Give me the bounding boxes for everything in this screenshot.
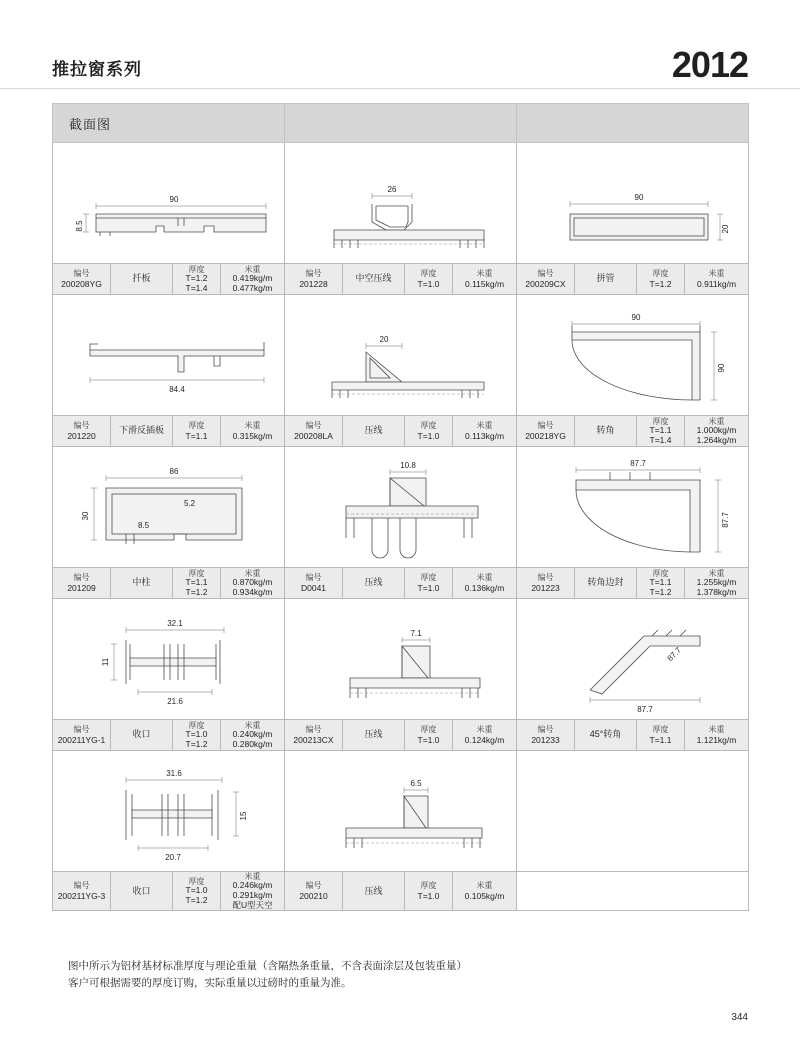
svg-text:87.7: 87.7 [629,459,646,468]
svg-text:8.5: 8.5 [137,521,149,530]
drawing-row-5 [53,751,749,872]
cell-weight-4-3: 米重 1.121kg/m [685,720,749,751]
cell-code-3-3: 编号 201223 [517,568,575,599]
cell-code-1-3: 编号 200209CX [517,264,575,295]
cell-name-3-3: 转角边封 [575,568,637,599]
spec-row-2 [53,416,749,447]
cell-name-4-3: 45°转角 [575,720,637,751]
cell-thickness-5-2: 厚度 T=1.0 [405,872,453,911]
profile-table [52,103,749,911]
drawing-cell-200211YG-1 [53,599,285,720]
drawing-cell-201223 [517,447,749,568]
cell-thickness-3-3: 厚度 T=1.1 T=1.2 [637,568,685,599]
cell-code-4-3: 编号 201233 [517,720,575,751]
weight-value: 0.419kg/m 0.477kg/m [232,272,273,293]
header-divider [0,88,800,89]
code-label: 编号 [73,268,90,278]
header-spacer-1 [285,104,517,143]
drawing-cell-201209 [53,447,285,568]
svg-text:15: 15 [238,811,248,821]
cell-name-1-2: 中空压线 [343,264,405,295]
drawing-cell-200210 [285,751,517,872]
cell-name-1-1: 扦板 [111,264,173,295]
page-title: 推拉窗系列 [52,60,142,79]
cell-name-4-1: 收口 [111,720,173,751]
svg-text:87.7: 87.7 [720,512,730,528]
cell-code-5-2: 编号 200210 [285,872,343,911]
cell-weight-5-1: 米重 0.246kg/m 0.291kg/m 配U型天空 [221,872,285,911]
svg-text:6.5: 6.5 [409,779,422,788]
section-label: 截面图 [53,104,285,143]
drawing-row-4 [53,599,749,720]
cell-code-2-3: 编号 200218YG [517,416,575,447]
drawing-row-1 [53,143,749,264]
cell-code-1-2: 编号 201228 [285,264,343,295]
drawing-cell-200209CX [517,143,749,264]
cell-thickness-4-1: 厚度 T=1.0 T=1.2 [173,720,221,751]
cell-name-3-2: 压线 [343,568,405,599]
cell-weight-1-2: 米重 0.115kg/m [453,264,517,295]
svg-text:86: 86 [169,467,178,476]
drawing-cell-200213CX [285,599,517,720]
svg-text:21.6: 21.6 [166,697,183,706]
cell-thickness-5-1: 厚度 T=1.0 T=1.2 [173,872,221,911]
cell-thickness-4-3: 厚度 T=1.1 [637,720,685,751]
svg-text:20.7: 20.7 [164,853,181,862]
page-year: 2012 [671,44,748,85]
cell-weight-2-3: 米重 1.000kg/m 1.264kg/m [685,416,749,447]
cell-name-2-1: 下滑反插板 [111,416,173,447]
svg-text:30: 30 [80,511,90,521]
code-value: 200208YG [61,278,102,289]
drawing-cell-empty [517,751,749,872]
page-number: 344 [731,1012,748,1023]
drawing-cell-201233 [517,599,749,720]
svg-text:5.2: 5.2 [183,499,195,508]
svg-text:87.7: 87.7 [636,705,653,714]
cell-name-2-3: 转角 [575,416,637,447]
table-header-row [53,104,749,143]
cell-thickness-3-1: 厚度 T=1.1 T=1.2 [173,568,221,599]
drawing-cell-201228 [285,143,517,264]
svg-text:31.6: 31.6 [165,769,182,778]
cell-weight-1-1: 米重 0.419kg/m 0.477kg/m [221,264,285,295]
header-spacer-2 [517,104,749,143]
svg-text:90: 90 [634,193,643,202]
svg-text:84.4: 84.4 [168,385,185,394]
spec-row-5 [53,872,749,911]
cell-name-2-2: 压线 [343,416,405,447]
cell-name-5-2: 压线 [343,872,405,911]
cell-code-2-2: 编号 200208LA [285,416,343,447]
drawing-row-2 [53,295,749,416]
cell-name-3-1: 中柱 [111,568,173,599]
cell-code-4-1: 编号 200211YG-1 [53,720,111,751]
cell-weight-4-1: 米重 0.240kg/m 0.280kg/m [221,720,285,751]
cell-code-3-1: 编号 201209 [53,568,111,599]
drawing-cell-200211YG-3 [53,751,285,872]
drawing-cell-200218YG [517,295,749,416]
cell-weight-3-1: 米重 0.870kg/m 0.934kg/m [221,568,285,599]
cell-thickness-1-1: 厚度 T=1.2 T=1.4 [173,264,221,295]
svg-text:11: 11 [100,657,110,667]
svg-text:20: 20 [379,335,388,344]
drawing-cell-D0041 [285,447,517,568]
cell-code-2-1: 编号 201220 [53,416,111,447]
page-header [0,0,800,88]
cell-thickness-4-2: 厚度 T=1.0 [405,720,453,751]
svg-text:90: 90 [716,363,726,373]
cell-code-5-1: 编号 200211YG-3 [53,872,111,911]
spec-row-4 [53,720,749,751]
svg-text:8.5: 8.5 [74,220,84,232]
cell-name-4-2: 压线 [343,720,405,751]
drawing-row-3 [53,447,749,568]
svg-text:26: 26 [387,185,396,194]
spec-row-1 [53,264,749,295]
cell-name-1-3: 拼管 [575,264,637,295]
cell-weight-5-2: 米重 0.105kg/m [453,872,517,911]
cell-empty-5-3 [517,872,749,911]
spec-row-3 [53,568,749,599]
footer-notes [68,958,708,993]
drawing-cell-201220 [53,295,285,416]
drawing-cell-200208YG [53,143,285,264]
thickness-value: T=1.2 T=1.4 [185,272,208,293]
svg-text:90: 90 [169,195,178,204]
svg-text:87.7: 87.7 [665,645,683,663]
drawing-cell-200208LA [285,295,517,416]
cell-thickness-2-3: 厚度 T=1.1 T=1.4 [637,416,685,447]
cell-code-1-1 [53,264,111,295]
cell-thickness-1-2: 厚度 T=1.0 [405,264,453,295]
cell-weight-2-2: 米重 0.113kg/m [453,416,517,447]
cell-weight-3-3: 米重 1.255kg/m 1.378kg/m [685,568,749,599]
note-line-1: 图中所示为铝材基材标准厚度与理论重量（含隔热条重量，不含表面涂层及包装重量） [68,960,467,972]
cell-thickness-2-2: 厚度 T=1.0 [405,416,453,447]
cell-weight-2-1: 米重 0.315kg/m [221,416,285,447]
svg-text:90: 90 [631,313,640,322]
cell-thickness-1-3: 厚度 T=1.2 [637,264,685,295]
cell-code-4-2: 编号 200213CX [285,720,343,751]
svg-text:32.1: 32.1 [166,619,183,628]
cell-weight-1-3: 米重 0.911kg/m [685,264,749,295]
cell-code-3-2: 编号 D0041 [285,568,343,599]
cell-weight-3-2: 米重 0.136kg/m [453,568,517,599]
svg-text:20: 20 [720,224,730,234]
cell-weight-4-2: 米重 0.124kg/m [453,720,517,751]
svg-text:7.1: 7.1 [409,629,422,638]
note-line-2: 客户可根据需要的厚度订购，实际重量以过磅时的重量为准。 [68,977,352,990]
cell-thickness-2-1: 厚度 T=1.1 [173,416,221,447]
cell-name-5-1: 收口 [111,872,173,911]
svg-text:10.8: 10.8 [399,461,416,470]
cell-thickness-3-2: 厚度 T=1.0 [405,568,453,599]
